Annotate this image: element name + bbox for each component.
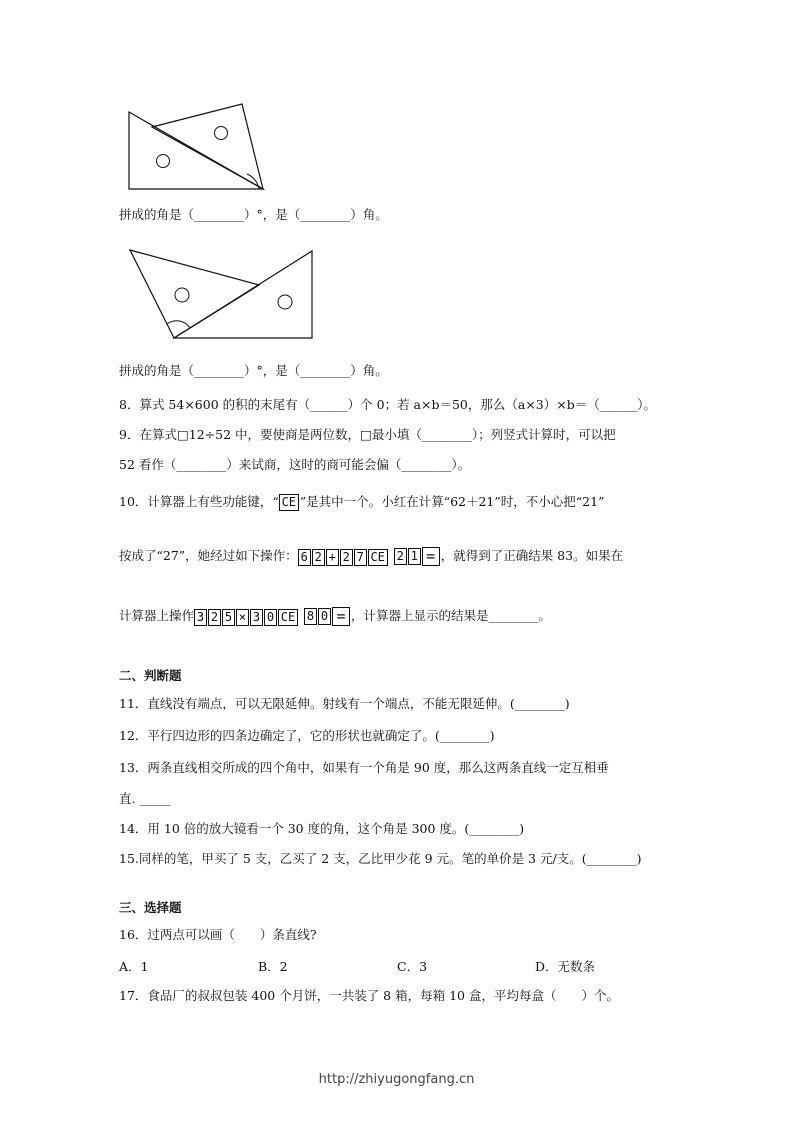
- section-2-title: 二、判断题: [119, 668, 182, 683]
- question-9-line-2: 52 看作（________）来试商，这时的商可能会偏（________）。: [119, 457, 471, 472]
- question-15: 15.同样的笔，甲买了 5 支，乙买了 2 支，乙比甲少花 9 元。笔的单价是 3 元/支。(________): [119, 851, 642, 866]
- q10-line3-text-b: ，计算器上显示的结果是________。: [351, 608, 552, 623]
- question-16: 16．过两点可以画（ ）条直线?: [119, 927, 317, 942]
- key-sequence-c: [194, 608, 299, 626]
- question-12: 12．平行四边形的四条边确定了，它的形状也就确定了。(________): [119, 728, 495, 743]
- calculator-key: 2: [312, 549, 325, 566]
- q10-text-b: ”是其中一个。小红在计算“62＋21”时，不小心把“21”: [299, 494, 605, 509]
- q16-option-c: C．3: [397, 959, 428, 974]
- key-sequence-b: [394, 547, 441, 566]
- calculator-key: 3: [194, 609, 207, 626]
- calculator-key: 2: [208, 609, 221, 626]
- question-11: 11．直线没有端点，可以无限延伸。射线有一个端点，不能无限延伸。(________): [119, 696, 570, 711]
- q10-line2-text-a: 按成了“27”，她经过如下操作：: [119, 548, 298, 563]
- q16-option-b: B．2: [258, 959, 288, 974]
- calculator-key-equals: =: [332, 607, 350, 626]
- calculator-key: 5: [222, 609, 235, 626]
- question-14: 14．用 10 倍的放大镜看一个 30 度的角，这个角是 300 度。(________): [119, 821, 525, 836]
- q10-line2-text-b: ，就得到了正确结果 83。如果在: [440, 548, 624, 563]
- calculator-key-ce: CE: [278, 609, 298, 626]
- calculator-key: 7: [354, 549, 367, 566]
- calculator-key: 2: [340, 549, 353, 566]
- calculator-key: ×: [236, 609, 249, 626]
- question-10-line-1: [119, 493, 604, 511]
- set-square-figure-2: [122, 243, 318, 341]
- question-13-line-1: 13．两条直线相交所成的四个角中，如果有一个角是 90 度，那么这两条直线一定互相垂: [119, 760, 609, 775]
- q16-option-a: A．1: [119, 959, 149, 974]
- question-9-line-1: 9．在算式□12÷52 中，要使商是两位数，□最小填（________）；列竖式计算时，可以把: [119, 427, 616, 442]
- calculator-key: 0: [318, 608, 331, 625]
- q16-option-d: D．无数条: [535, 959, 596, 974]
- question-10-line-3: [119, 607, 551, 626]
- calculator-key-equals: =: [422, 547, 440, 566]
- calculator-key: 3: [250, 609, 263, 626]
- fill-blank-1: 拼成的角是（________）°，是（________）角。: [119, 207, 388, 222]
- question-10-line-2: [119, 547, 623, 566]
- calculator-key-ce: CE: [368, 549, 388, 566]
- key-sequence-a: [298, 548, 389, 566]
- calculator-key: +: [326, 549, 339, 566]
- calculator-key: 6: [298, 549, 311, 566]
- question-17: 17．食品厂的叔叔包装 400 个月饼，一共装了 8 箱，每箱 10 盒，平均每盒（ ）个。: [119, 988, 619, 1003]
- calculator-key-ce: CE: [279, 494, 299, 511]
- key-sequence-d: [304, 607, 351, 626]
- footer-url: http://zhiyugongfang.cn: [318, 1072, 475, 1087]
- question-13-line-2: 直. _____: [119, 791, 171, 806]
- question-8: 8．算式 54×600 的积的末尾有（______）个 0；若 a×b＝50，那么（a×3）×b＝（______）。: [119, 397, 656, 412]
- set-square-figure-1: [120, 98, 270, 194]
- q10-text-a: 10．计算器上有些功能键，“: [119, 494, 279, 509]
- q10-line3-text-a: 计算器上操作: [119, 608, 195, 623]
- calculator-key: 2: [394, 548, 407, 565]
- calculator-key: 0: [264, 609, 277, 626]
- fill-blank-2: 拼成的角是（________）°，是（________）角。: [119, 363, 388, 378]
- calculator-key: 1: [408, 548, 421, 565]
- section-3-title: 三、选择题: [119, 900, 182, 915]
- calculator-key: 8: [304, 608, 317, 625]
